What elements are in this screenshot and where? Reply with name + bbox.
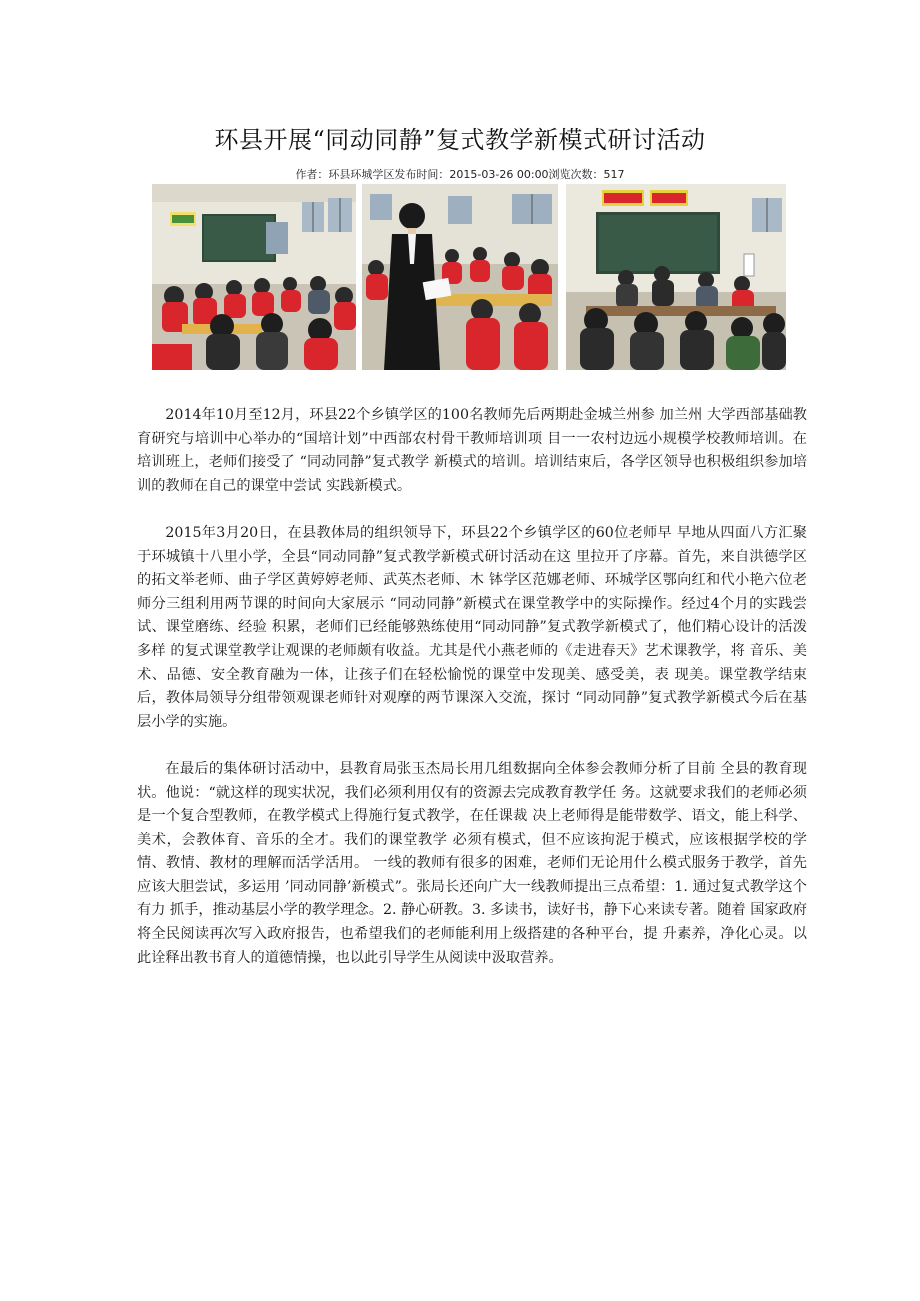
article-title: 环县开展“同动同静”复式教学新模式研讨活动 <box>214 126 706 154</box>
paragraph-1: 2014年10月至12月，环县22个乡镇学区的100名教师先后两期赴金城兰州参 加兰州 大学西部基础教育研究与培训中心举办的“国培计划”中西部农村骨干教师培训项 目一一农村边远小规模学校教师培训。在培训班上，老师们接受了 “同动同静”复式教学 新模式的培训。培训结束后，各学区领导也积极组织参加培训的教师在自己的课堂中尝试 实践新模式。 <box>137 407 807 494</box>
classroom-photo-1 <box>152 184 356 370</box>
paragraph-2: 2015年3月20日，在县教体局的组织领导下，环县22个乡镇学区的60位老师早 早地从四面八方汇聚于环城镇十八里小学，全县“同动同静”复式教学新模式研讨活动在这 里拉开了序幕。首先，来自洪德学区的拓文举老师、曲子学区黄婷婷老师、武英杰老师、木 钵学区范娜老师、环城学区鄂向红和代小艳六位老师分三组利用两节课的时间向大家展示 “同动同静”新模式在课堂教学中的实际操作。经过4个月的实践尝试、课堂磨练、经验 积累，老师们已经能够熟练使用“同动同静”复式教学新模式了，他们精心设计的活泼多样 的复式课堂教学让观课的老师颇有收益。尤其是代小燕老师的《走进春天》艺术课教学，将 音乐、美术、品德、安全教育融为一体，让孩子们在轻松愉悦的课堂中发现美、感受美，表 现美。课堂教学结束后，教体局领导分组带领观课老师针对观摩的两节课深入交流，探讨 “同动同静”复式教学新模式今后在基层小学的实施。 <box>137 524 807 730</box>
classroom-photo-1-image <box>152 184 356 370</box>
classroom-photo-2 <box>362 184 558 370</box>
paragraph-3: 在最后的集体研讨活动中，县教育局张玉杰局长用几组数据向全体参会教师分析了目前 全县的教育现状。他说：“就这样的现实状况，我们必须利用仅有的资源去完成教育教学任 务。这就要求我们的老师必须是一个复合型教师，在教学模式上得施行复式教学，在任课裁 决上老师得是能带数学、语文，能上科学、美术，会教体育、音乐的全才。我们的课堂教学 必须有模式，但不应该拘泥于模式，应该根据学校的学情、教情、教材的理解而活学活用。 一线的教师有很多的困难，老师们无论用什么模式服务于教学，首先应该大胆尝试，多运用 ’同动同静’新模式”。张局长还向广大一线教师提出三点希望：1. 通过复式教学这个有力 抓手，推动基层小学的教学理念。2. 静心研教。3. 多读书，读好书，静下心来读专著。随着 国家政府将全民阅读再次写入政府报告，也希望我们的老师能利用上级搭建的各种平台，提 升素养，净化心灵。以此诠释出教书育人的道德情操，也以此引导学生从阅读中汲取营养。 <box>137 760 807 966</box>
classroom-photo-2-image <box>362 184 558 370</box>
article-meta: 作者：环县环城学区发布时间：2015-03-26 00:00浏览次数：517 <box>295 168 625 181</box>
article-body <box>137 404 807 994</box>
photo-strip <box>152 184 786 370</box>
classroom-photo-3-image <box>566 184 786 370</box>
classroom-photo-3 <box>566 184 786 370</box>
